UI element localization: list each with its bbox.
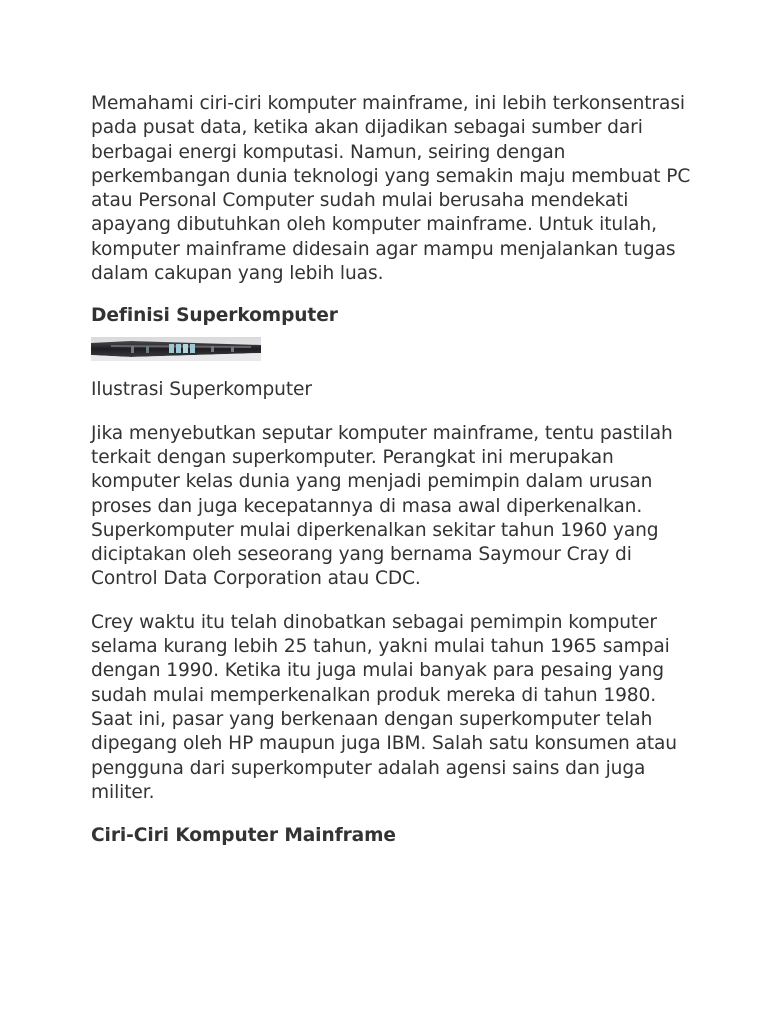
crey-paragraph: Crey waktu itu telah dinobatkan sebagai pemimpin komputer selama kurang lebih 25 tahun, yakni mulai tahun 1965 sampai dengan 1990. Ketika itu juga mulai banyak para pesaing yang sudah mulai memperkenalkan produk mereka di tahun 1980. Saat ini, pasar yang berkenaan dengan superkomputer telah dipegang oleh HP maupun juga IBM. Salah satu konsumen atau pengguna dari superkomputer adalah agensi sains dan juga militer.: [91, 611, 677, 803]
image-caption: Ilustrasi Superkomputer: [91, 379, 312, 401]
document-body: [91, 92, 691, 848]
definisi-paragraph: Jika menyebutkan seputar komputer mainframe, tentu pastilah terkait dengan superkomputer. Perangkat ini merupakan komputer kelas dunia yang menjadi pemimpin dalam urusan proses dan juga kecepatannya di masa awal diperkenalkan. Superkomputer mulai diperkenalkan sekitar tahun 1960 yang diciptakan oleh seseorang yang bernama Saymour Cray di Control Data Corporation atau CDC.: [91, 422, 673, 590]
supercomputer-illustration: [91, 337, 261, 361]
heading-definisi-superkomputer: Definisi Superkomputer: [91, 305, 338, 327]
heading-ciri-komputer-mainframe: Ciri-Ciri Komputer Mainframe: [91, 825, 396, 847]
intro-paragraph: Memahami ciri-ciri komputer mainframe, ini lebih terkonsentrasi pada pusat data, ketika akan dijadikan sebagai sumber dari berbagai energi komputasi. Namun, seiring dengan perkembangan dunia teknologi yang semakin maju membuat PC atau Personal Computer sudah mulai berusaha mendekati apayang dibutuhkan oleh komputer mainframe. Untuk itulah, komputer mainframe didesain agar mampu menjalankan tugas dalam cakupan yang lebih luas.: [91, 93, 691, 285]
